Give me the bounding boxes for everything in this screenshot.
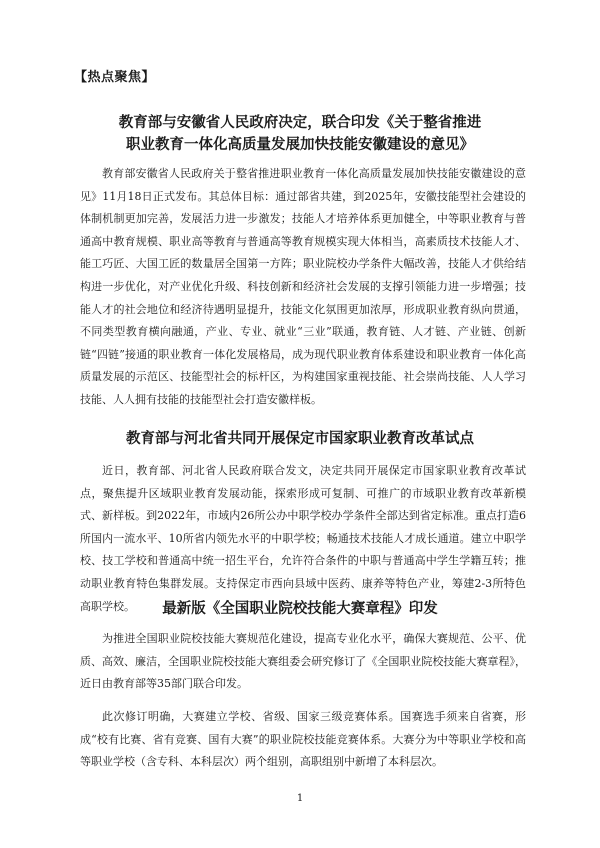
article-1-title-line-1: 教育部与安徽省人民政府决定，联合印发《关于整省推进 <box>118 115 482 131</box>
article-2-paragraph: 近日，教育部、河北省人民政府联合发文，决定共同开展保定市国家职业教育改革试点，聚焦提升区域职业教育发展动能，探索形成可复制、可推广的市域职业教育改革新模式、新样板。到2022年，市域内26所公办中职学校办学条件全部达到省定标准。重点打造6所国内一流水平、10所省内领先水平的中职学校；畅通技术技能人才成长通道。建立中职学校、技工学校和普通高中统一招生平台，允许符合条件的中职与普通高中学生学籍互转；推动职业教育特色集群发展。支持保定市西向县域中医药、康养等特色产业，筹建2-3所特色高职学校。 <box>80 464 526 613</box>
article-1-paragraph: 教育部安徽省人民政府关于整省推进职业教育一体化高质量发展加快技能安徽建设的意见》11月18日正式发布。其总体目标：通过部省共建，到2025年，安徽技能型社会建设的体制机制更加完善，发展活力进一步激发；技能人才培养体系更加健全，中等职业教育与普通高中教育规模、职业高等教育与普通高等教育规模实现大体相当，高素质技术技能人才、能工巧匠、大国工匠的数量居全国第一方阵；职业院校办学条件大幅改善，技能人才供给结构进一步优化，对产业优化升级、科技创新和经济社会发展的支撑引领能力进一步增强；技能人才的社会地位和经济待遇明显提升，技能文化氛围更加浓厚，形成职业教育纵向贯通，不同类型教育横向融通，产业、专业、就业“三业”联通，教育链、人才链、产业链、创新链“四链”接通的职业教育一体化发展格局，成为现代职业教育体系建设和职业教育一体化高质量发展的示范区、技能型社会的标杆区，为构建国家重视技能、社会崇尚技能、人人学习技能、人人拥有技能的技能型社会打造安徽样板。 <box>80 167 526 406</box>
article-3-paragraph-1: 为推进全国职业院校技能大赛规范化建设，提高专业化水平，确保大赛规范、公平、优质、高效、廉洁，全国职业院校技能大赛组委会研究修订了《全国职业院校技能大赛章程》，近日由教育部等35部门联合印发。 <box>80 632 526 691</box>
page-number: 1 <box>296 793 304 804</box>
article-1-title-line-2: 职业教育一体化高质量发展加快技能安徽建设的意见》 <box>126 137 474 153</box>
article-3-paragraph-2: 此次修订明确，大赛建立学校、省级、国家三级竞赛体系。国赛选手须来自省赛，形成“校有比赛、省有竞赛、国有大赛”的职业院校技能竞赛体系。大赛分为中等职业学校和高等职业学校（含专科、本科层次）两个组别，高职组别中新增了本科层次。 <box>80 710 526 769</box>
section-tag: 【热点聚焦】 <box>74 70 156 85</box>
article-3-title: 最新版《全国职业院校技能大赛章程》印发 <box>162 601 438 617</box>
article-2-title: 教育部与河北省共同开展保定市国家职业教育改革试点 <box>126 431 474 447</box>
